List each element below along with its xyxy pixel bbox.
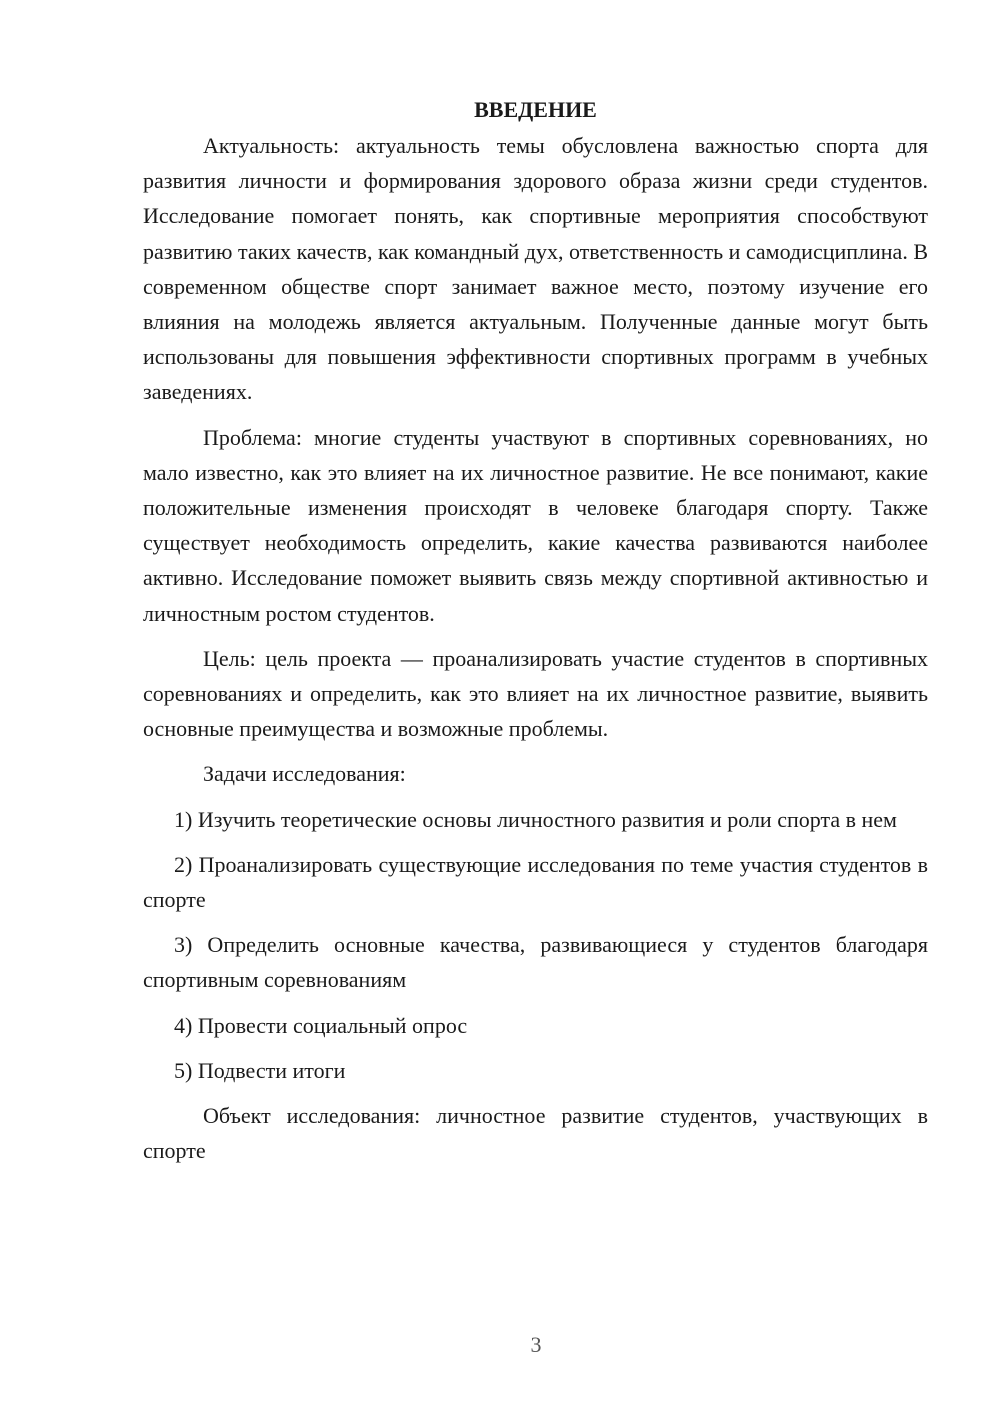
- task-item-1: 1) Изучить теоретические основы личностного развития и роли спорта в нем: [174, 806, 897, 832]
- paragraph-problem: Проблема: многие студенты участвуют в спортивных соревнованиях, но мало известно, как это влияет на их личностное развитие. Не все понимают, какие положительные изменения происходят в человеке благодаря спорту. Также существует необходимость определить, какие качества развиваются наиболее активно. Исследование поможет выявить связь между спортивной активностью и личностным ростом студентов.: [143, 424, 928, 626]
- task-item-4: 4) Провести социальный опрос: [174, 1012, 468, 1038]
- paragraph-object: Объект исследования: личностное развитие студентов, участвующих в спорте: [143, 1103, 928, 1164]
- task-item-5: 5) Подвести итоги: [174, 1057, 346, 1083]
- section-title: ВВЕДЕНИЕ: [474, 97, 597, 122]
- tasks-heading: Задачи исследования:: [203, 761, 406, 787]
- page-number: 3: [530, 1332, 542, 1357]
- task-item-3: 3) Определить основные качества, развивающиеся у студентов благодаря спортивным соревнованиям: [143, 932, 928, 993]
- document-page: [143, 92, 928, 1178]
- task-item-2: 2) Проанализировать существующие исследования по теме участия студентов в спорте: [143, 851, 928, 913]
- paragraph-goal: Цель: цель проекта — проанализировать участие студентов в спортивных соревнованиях и определить, как это влияет на их личностное развитие, выявить основные преимущества и возможные проблемы.: [143, 645, 928, 742]
- paragraph-relevance: Актуальность: актуальность темы обусловлена важностью спорта для развития личности и формирования здорового образа жизни среди студентов. Исследование помогает понять, как спортивные мероприятия способствуют развитию таких качеств, как командный дух, ответственность и самодисциплина. В современном обществе спорт занимает важное место, поэтому изучение его влияния на молодежь является актуальным. Полученные данные могут быть использованы для повышения эффективности спортивных программ в учебных заведениях.: [143, 133, 928, 405]
